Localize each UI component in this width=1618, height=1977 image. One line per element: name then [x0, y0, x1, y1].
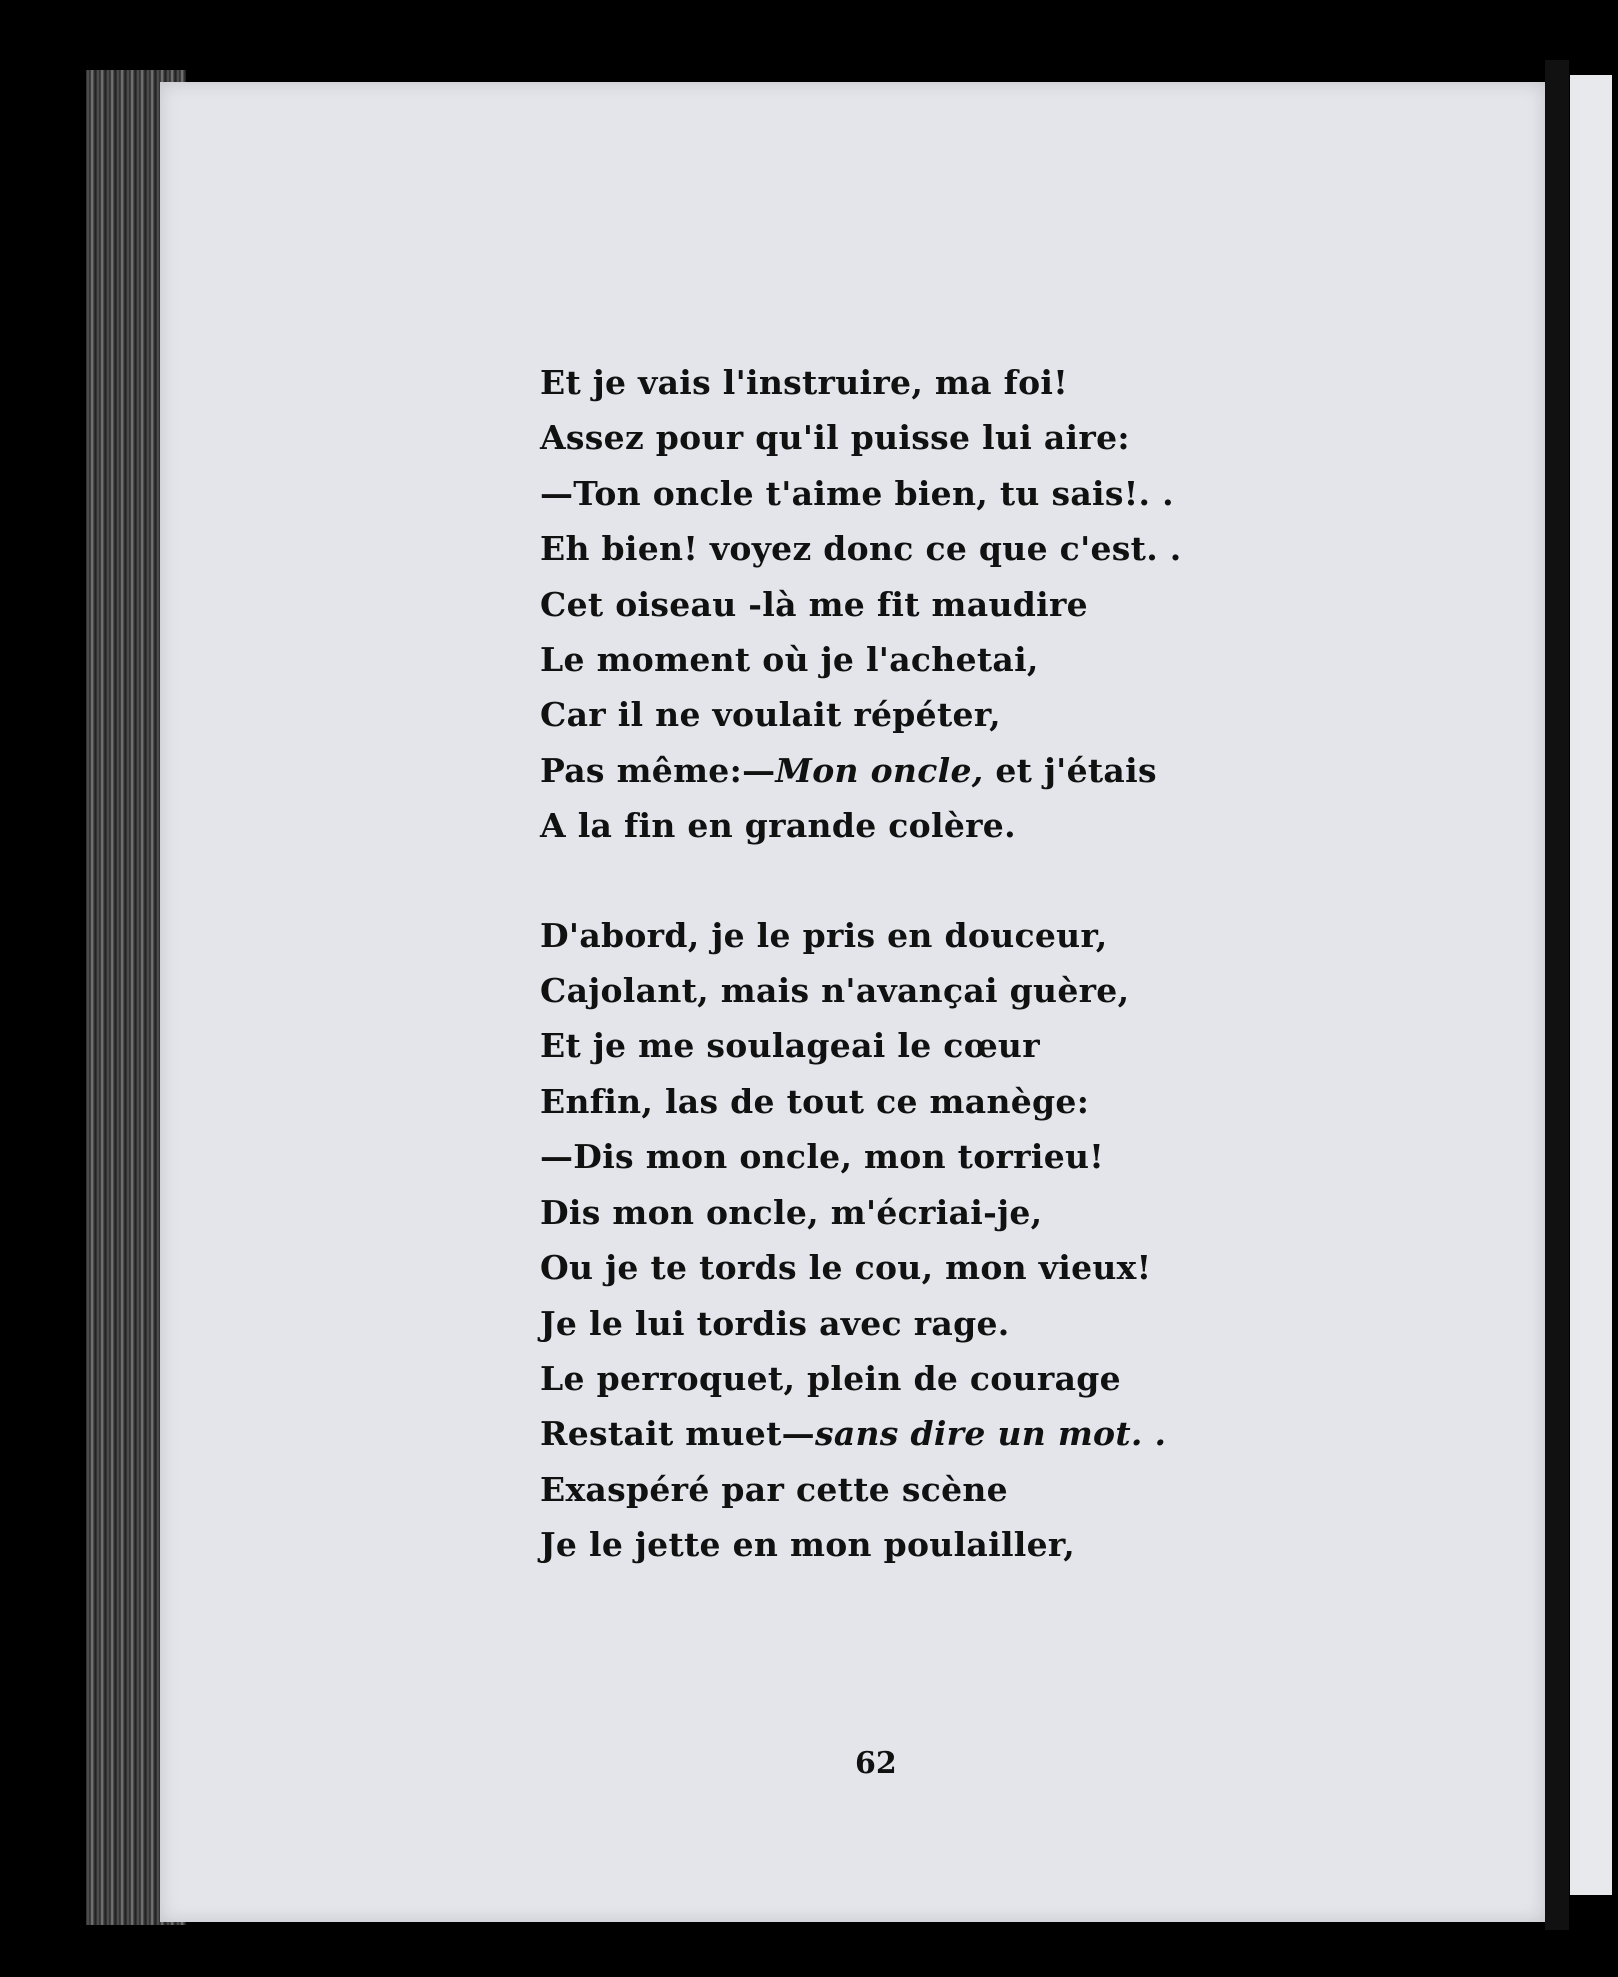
poem-line: Ou je te tords le cou, mon vieux!: [540, 1248, 1152, 1288]
stanza-2: [540, 908, 1240, 1573]
poem-line: Je le lui tordis avec rage.: [540, 1303, 1010, 1343]
poem-line: Enfin, las de tout ce manège:: [540, 1081, 1090, 1121]
poem-line: Exaspéré par cette scène: [540, 1469, 1008, 1509]
poem-line: Car il ne voulait répéter,: [540, 695, 1001, 735]
line-suffix: et j'étais: [983, 750, 1157, 790]
poem-text: [540, 355, 1240, 1627]
next-page-edge: [1570, 75, 1612, 1895]
poem-line: Cajolant, mais n'avançai guère,: [540, 971, 1130, 1011]
poem-line: [540, 743, 1240, 798]
line-prefix: Restait muet—: [540, 1414, 815, 1454]
poem-line: —Ton oncle t'aime bien, tu sais!. .: [540, 473, 1174, 513]
stanza-1: [540, 355, 1240, 854]
line-italic: sans dire un mot. .: [814, 1414, 1167, 1454]
poem-line: Dis mon oncle, m'écriai-je,: [540, 1192, 1043, 1232]
poem-line: Le moment où je l'achetai,: [540, 640, 1039, 680]
line-prefix: Pas même:—: [540, 750, 776, 790]
poem-line: [540, 1406, 1240, 1461]
line-italic: Mon oncle,: [775, 750, 984, 790]
poem-line: Et je me soulageai le cœur: [540, 1026, 1040, 1066]
poem-line: A la fin en grande colère.: [540, 806, 1016, 846]
book-gutter: [1545, 60, 1569, 1930]
poem-line: Assez pour qu'il puisse lui aire:: [540, 418, 1130, 458]
poem-line: Le perroquet, plein de courage: [540, 1358, 1121, 1398]
poem-line: —Dis mon oncle, mon torrieu!: [540, 1137, 1105, 1177]
poem-line: Je le jette en mon poulailler,: [540, 1525, 1075, 1565]
poem-line: Eh bien! voyez donc ce que c'est. .: [540, 529, 1182, 569]
poem-line: Et je vais l'instruire, ma foi!: [540, 363, 1069, 402]
poem-line: Cet oiseau -là me fit maudire: [540, 584, 1088, 624]
page-number: 62: [855, 1746, 897, 1781]
poem-line: D'abord, je le pris en douceur,: [540, 915, 1108, 955]
